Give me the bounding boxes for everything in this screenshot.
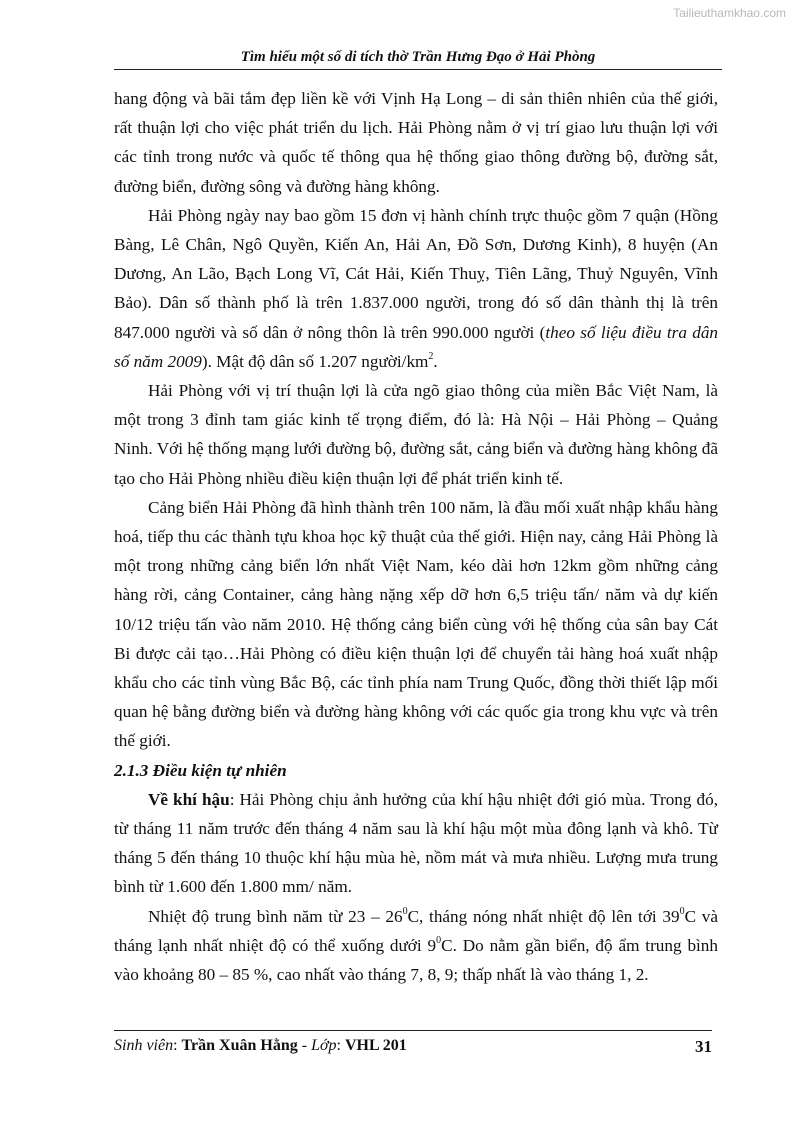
- climate-label: Về khí hậu: [148, 789, 230, 809]
- footer-author: Sinh viên: Trần Xuân Hằng - Lớp: VHL 201: [114, 1037, 407, 1054]
- paragraph-2-text-b: ). Mật độ dân số 1.207 người/km: [201, 351, 429, 371]
- degree-sup-3: 0: [436, 935, 442, 947]
- page-footer: [114, 1030, 712, 1057]
- section-heading: 2.1.3 Điều kiện tự nhiên: [114, 760, 287, 780]
- degree-sup-2: 0: [679, 905, 685, 917]
- paragraph-4: Cảng biển Hải Phòng đã hình thành trên 100 năm, là đầu mối xuất nhập khẩu hàng hoá, tiếp thu các thành tựu khoa học kỹ thuật của thế giới. Hiện nay, cảng Hải Phòng là một trong những cảng biển lớn nhất Việt Nam, kéo dài hơn 12km gồm những cảng hàng rời, cảng Container, cảng hàng nặng xếp dỡ hơn 6,5 triệu tấn/ năm và dự kiến 10/12 triệu tấn vào năm 2010. Hệ thống cảng biển cùng với hệ thống của sân bay Cát Bi được cải tạo…Hải Phòng có điều kiện thuận lợi để chuyển tải hàng hoá xuất nhập khẩu cho các tỉnh vùng Bắc Bộ, các tỉnh phía nam Trung Quốc, đồng thời thiết lập mối quan hệ bằng đường biển và đường hàng không với các quốc gia trong khu vực và trên thế giới.: [114, 497, 718, 751]
- paragraph-6: [114, 902, 718, 990]
- paragraph-2-text-a: Hải Phòng ngày nay bao gồm 15 đơn vị hành chính trực thuộc gồm 7 quận (Hồng Bàng, Lê Chân, Ngô Quyền, Kiến An, Hải An, Đồ Sơn, Dương Kinh), 8 huyện (An Dương, An Lão, Bạch Long Vĩ, Cát Hải, Kiến Thuỵ, Tiên Lãng, Thuỷ Nguyên, Vĩnh Bảo). Dân số thành phố là trên 1.837.000 người, trong đó số dân thành thị là trên 847.000 người và số dân ở nông thôn là trên 990.000 người (: [114, 205, 718, 342]
- paragraph-6-text-c: C và tháng lạnh nhất nhiệt độ có thể xuống dưới 9: [114, 906, 718, 955]
- paragraph-2-end: .: [433, 351, 438, 371]
- paragraph-6-text-a: Nhiệt độ trung bình năm từ 23 – 26: [148, 906, 403, 926]
- running-header: Tìm hiểu một số di tích thờ Trần Hưng Đạo ở Hải Phòng: [114, 49, 722, 70]
- paragraph-6-text-b: C, tháng nóng nhất nhiệt độ lên tới 39: [407, 906, 680, 926]
- watermark: Tailieuthamkhao.com: [673, 6, 786, 20]
- degree-sup-1: 0: [402, 905, 408, 917]
- paragraph-2: [114, 201, 718, 376]
- class-name: VHL 201: [344, 1037, 407, 1054]
- paragraph-1: hang động và bãi tắm đẹp liền kề với Vịnh Hạ Long – di sản thiên nhiên của thế giới, rất thuận lợi cho việc phát triển du lịch. Hải Phòng nằm ở vị trí giao lưu thuận lợi với các tỉnh trong nước và quốc tế thông qua hệ thống giao thông đường bộ, đường sắt, đường biển, đường sông và đường hàng không.: [114, 89, 718, 196]
- class-label: Lớp: [311, 1037, 337, 1054]
- superscript-2: 2: [428, 351, 434, 363]
- page-content: [114, 84, 718, 989]
- paragraph-5: [114, 785, 718, 902]
- paragraph-5-text: : Hải Phòng chịu ảnh hưởng của khí hậu nhiệt đới gió mùa. Trong đó, từ tháng 11 năm trước đến tháng 4 năm sau là khí hậu một mùa đông lạnh và khô. Từ tháng 5 đến tháng 10 thuộc khí hậu mùa hè, nồm mát và mưa nhiều. Lượng mưa trung bình từ 1.600 đến 1.800 mm/ năm.: [114, 789, 719, 897]
- page-number: 31: [695, 1037, 712, 1056]
- student-name: Trần Xuân Hằng: [181, 1037, 298, 1054]
- paragraph-6-text-d: C. Do nằm gần biển, độ ẩm trung bình vào khoảng 80 – 85 %, cao nhất vào tháng 7, 8, 9; thấp nhất là vào tháng 1, 2.: [114, 935, 718, 985]
- paragraph-3: Hải Phòng với vị trí thuận lợi là cửa ngõ giao thông của miền Bắc Việt Nam, là một trong 3 đỉnh tam giác kinh tế trọng điểm, đó là: Hà Nội – Hải Phòng – Quảng Ninh. Với hệ thống mạng lưới đường bộ, đường sắt, cảng biển và đường hàng không đã tạo cho Hải Phòng nhiều điều kiện thuận lợi để phát triển kinh tế.: [114, 381, 718, 488]
- paragraph-2-citation: theo số liệu điều tra dân số năm 2009: [114, 322, 719, 371]
- student-label: Sinh viên: [114, 1037, 174, 1054]
